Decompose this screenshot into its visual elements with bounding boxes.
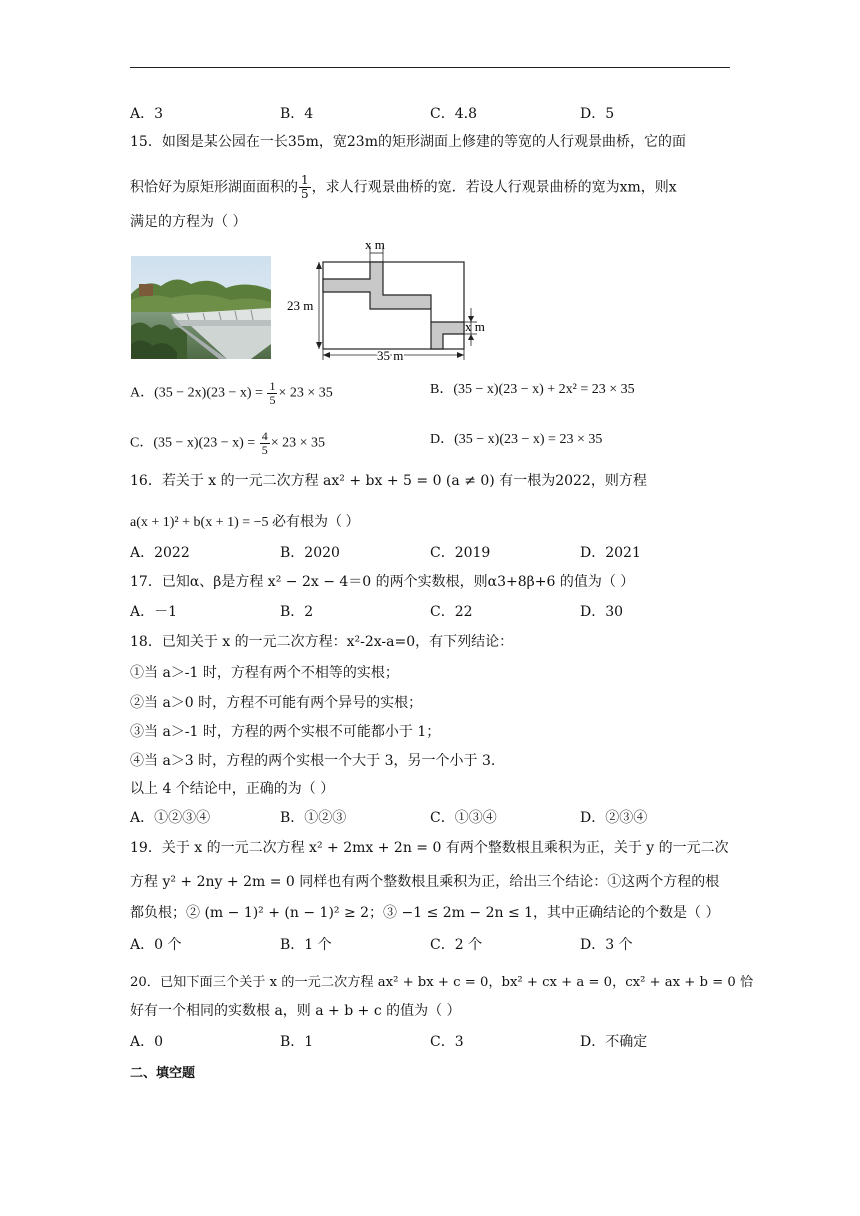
q16-option-b[interactable]: B．2020 xyxy=(280,545,340,561)
q18-option-c[interactable]: C．①③④ xyxy=(430,810,497,826)
diagram-top-label: x m xyxy=(365,237,385,252)
q18-option-d[interactable]: D．②③④ xyxy=(580,810,648,826)
q16-option-c[interactable]: C．2019 xyxy=(430,545,491,561)
q14-options xyxy=(130,104,730,124)
q16-option-d[interactable]: D．2021 xyxy=(580,545,641,561)
q19-options xyxy=(130,935,730,955)
diagram-bottom-label: 35 m xyxy=(377,348,404,363)
q18-conclusion-2: ②当 a＞0 时，方程不可能有两个异号的实根； xyxy=(130,695,423,711)
q20-options xyxy=(130,1032,730,1052)
q18-option-b[interactable]: B．①②③ xyxy=(280,810,347,826)
q16-option-a[interactable]: A．2022 xyxy=(130,545,190,561)
q18-ask: 以上 4 个结论中，正确的为（ ） xyxy=(130,781,335,797)
q20-option-a[interactable]: A．0 xyxy=(130,1034,164,1050)
q18-line1: 18．已知关于 x 的一元二次方程：x²-2x-a=0，有下列结论： xyxy=(130,634,514,650)
q19-line3: 都负根；② (m − 1)² + (n − 1)² ≥ 2；③ −1 ≤ 2m − 2n ≤ 1，其中正确结论的个数是（ ） xyxy=(130,905,720,921)
q15-option-d[interactable]: D．(35 − x)(23 − x) = 23 × 35 xyxy=(430,432,603,447)
q17-option-b[interactable]: B．2 xyxy=(280,604,314,620)
q20-line2: 好有一个相同的实数根 a，则 a + b + c 的值为（ ） xyxy=(130,1003,461,1019)
header-rule xyxy=(130,67,730,68)
q15-line2a: 积恰好为原矩形湖面面积的 xyxy=(130,179,298,196)
q19-option-d[interactable]: D．3 个 xyxy=(580,937,633,953)
q19-line1: 19．关于 x 的一元二次方程 x² + 2mx + 2n = 0 有两个整数根且乘积为正，关于 y 的一元二次 xyxy=(130,840,729,856)
q15-line3: 满足的方程为（ ） xyxy=(130,214,247,230)
q14-option-c[interactable]: C．4.8 xyxy=(430,106,477,122)
q17-options xyxy=(130,602,730,622)
q18-option-a[interactable]: A．①②③④ xyxy=(130,810,211,826)
q15-option-b[interactable]: B．(35 − x)(23 − x) + 2x² = 23 × 35 xyxy=(430,382,635,397)
q16-line1: 16．若关于 x 的一元二次方程 ax² + bx + 5 = 0 (a ≠ 0) 有一根为2022，则方程 xyxy=(130,473,647,489)
q19-option-a[interactable]: A．0 个 xyxy=(130,937,182,953)
q16-line2: a(x + 1)² + b(x + 1) = −5 必有根为（ ） xyxy=(130,515,360,530)
q15-fraction: $\frac{1}{5}$ xyxy=(301,173,309,201)
q15-line2b: ，求人行观景曲桥的宽．若设人行观景曲桥的宽为xm，则x xyxy=(311,179,677,196)
diagram-right-label: x m xyxy=(465,319,485,334)
q18-options xyxy=(130,808,730,828)
q17-line1: 17．已知α、β是方程 x² − 2x − 4＝0 的两个实数根，则α3+8β+6 的值为（ ） xyxy=(130,574,635,590)
q15-line2 xyxy=(130,174,677,201)
bridge-photo xyxy=(131,256,271,359)
q20-option-c[interactable]: C．3 xyxy=(430,1034,464,1050)
q19-option-b[interactable]: B．1 个 xyxy=(280,937,332,953)
q14-option-d[interactable]: D．5 xyxy=(580,106,615,122)
q15-option-a[interactable]: A．(35 − 2x)(23 − x) = $\frac{1}{5}$ × 23 × 35 xyxy=(130,379,333,407)
q15-option-c[interactable]: C．(35 − x)(23 − x) = $\frac{4}{5}$ × 23 × 35 xyxy=(130,429,325,457)
q17-option-d[interactable]: D．30 xyxy=(580,604,624,620)
q19-option-c[interactable]: C．2 个 xyxy=(430,937,483,953)
q16-options xyxy=(130,543,730,563)
q20-option-b[interactable]: B．1 xyxy=(280,1034,314,1050)
section-heading-fill-in: 二、填空题 xyxy=(130,1066,196,1081)
lake-bridge-diagram xyxy=(285,236,500,364)
q17-option-c[interactable]: C．22 xyxy=(430,604,473,620)
q18-conclusion-1: ①当 a＞-1 时，方程有两个不相等的实根； xyxy=(130,665,399,681)
q18-conclusion-4: ④当 a＞3 时，方程的两个实根一个大于 3，另一个小于 3. xyxy=(130,753,496,769)
q14-option-a[interactable]: A．3 xyxy=(130,106,164,122)
q14-option-b[interactable]: B．4 xyxy=(280,106,314,122)
diagram-left-label: 23 m xyxy=(287,298,314,313)
q20-line1: 20．已知下面三个关于 x 的一元二次方程 ax² + bx + c = 0，bx² + cx + a = 0，cx² + ax + b = 0 恰 xyxy=(130,975,754,990)
q15-line1: 15．如图是某公园在一长35m，宽23m的矩形湖面上修建的等宽的人行观景曲桥，它的面 xyxy=(130,134,686,150)
q19-line2: 方程 y² + 2ny + 2m = 0 同样也有两个整数根且乘积为正，给出三个结论：①这两个方程的根 xyxy=(130,874,720,890)
q18-conclusion-3: ③当 a＞-1 时，方程的两个实根不可能都小于 1； xyxy=(130,724,441,740)
q17-option-a[interactable]: A．－1 xyxy=(130,604,178,620)
q20-option-d[interactable]: D．不确定 xyxy=(580,1034,648,1050)
